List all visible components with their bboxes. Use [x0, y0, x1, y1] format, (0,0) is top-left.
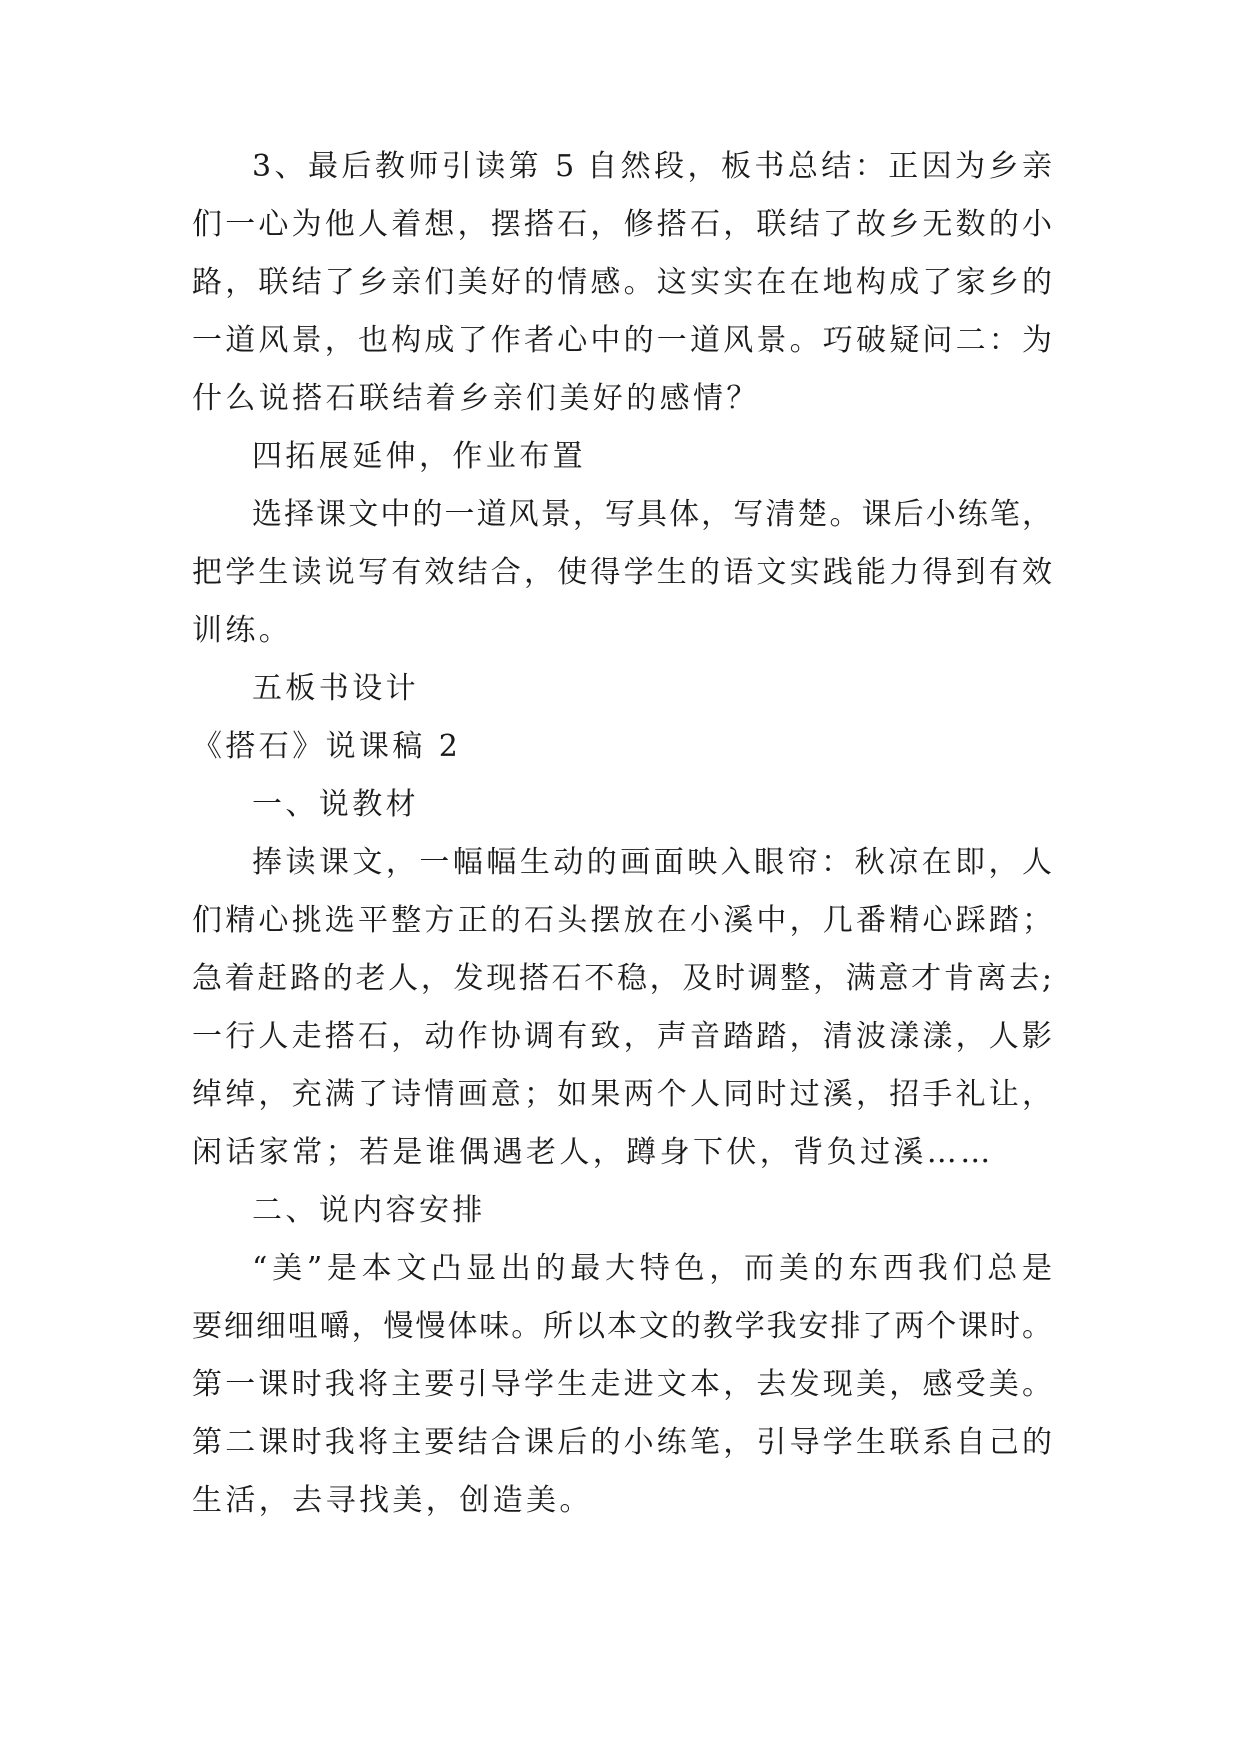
paragraph-line: 们精心挑选平整方正的石头摆放在小溪中，几番精心踩踏； [192, 903, 1052, 938]
paragraph-line: 第一课时我将主要引导学生走进文本，去发现美，感受美。 [192, 1367, 1052, 1402]
paragraph-line: 选择课文中的一道风景，写具体，写清楚。课后小练笔， [252, 497, 1052, 532]
paragraph-line: 第二课时我将主要结合课后的小练笔，引导学生联系自己的 [192, 1425, 1052, 1460]
section-heading: 一、说教材 [252, 787, 419, 822]
paragraph-line: 急着赶路的老人，发现搭石不稳，及时调整，满意才肯离去; [192, 961, 1052, 996]
document-title: 《搭石》说课稿 2 [192, 729, 462, 764]
paragraph-line: 3、最后教师引读第 5 自然段，板书总结：正因为乡亲 [252, 149, 1052, 184]
paragraph-line: 要细细咀嚼，慢慢体味。所以本文的教学我安排了两个课时。 [192, 1309, 1052, 1344]
section-heading: 二、说内容安排 [252, 1193, 486, 1228]
paragraph-line: 什么说搭石联结着乡亲们美好的感情？ [192, 381, 760, 416]
paragraph-line: 闲话家常；若是谁偶遇老人，蹲身下伏，背负过溪…… [192, 1135, 994, 1170]
paragraph-line: 生活，去寻找美，创造美。 [192, 1483, 593, 1518]
paragraph-line: 绰绰，充满了诗情画意；如果两个人同时过溪，招手礼让， [192, 1077, 1052, 1112]
section-heading: 四拓展延伸，作业布置 [252, 439, 586, 474]
paragraph-line: 路，联结了乡亲们美好的情感。这实实在在地构成了家乡的 [192, 265, 1052, 300]
paragraph-line: “美”是本文凸显出的最大特色，而美的东西我们总是 [252, 1251, 1052, 1286]
section-heading: 五板书设计 [252, 671, 419, 706]
paragraph-line: 捧读课文，一幅幅生动的画面映入眼帘：秋凉在即，人 [252, 845, 1052, 880]
paragraph-line: 们一心为他人着想，摆搭石，修搭石，联结了故乡无数的小 [192, 207, 1052, 242]
paragraph-line: 把学生读说写有效结合，使得学生的语文实践能力得到有效 [192, 555, 1052, 590]
paragraph-line: 一行人走搭石，动作协调有致，声音踏踏，清波漾漾，人影 [192, 1019, 1052, 1054]
paragraph-line: 一道风景，也构成了作者心中的一道风景。巧破疑问二：为 [192, 323, 1052, 358]
paragraph-line: 训练。 [192, 613, 293, 648]
